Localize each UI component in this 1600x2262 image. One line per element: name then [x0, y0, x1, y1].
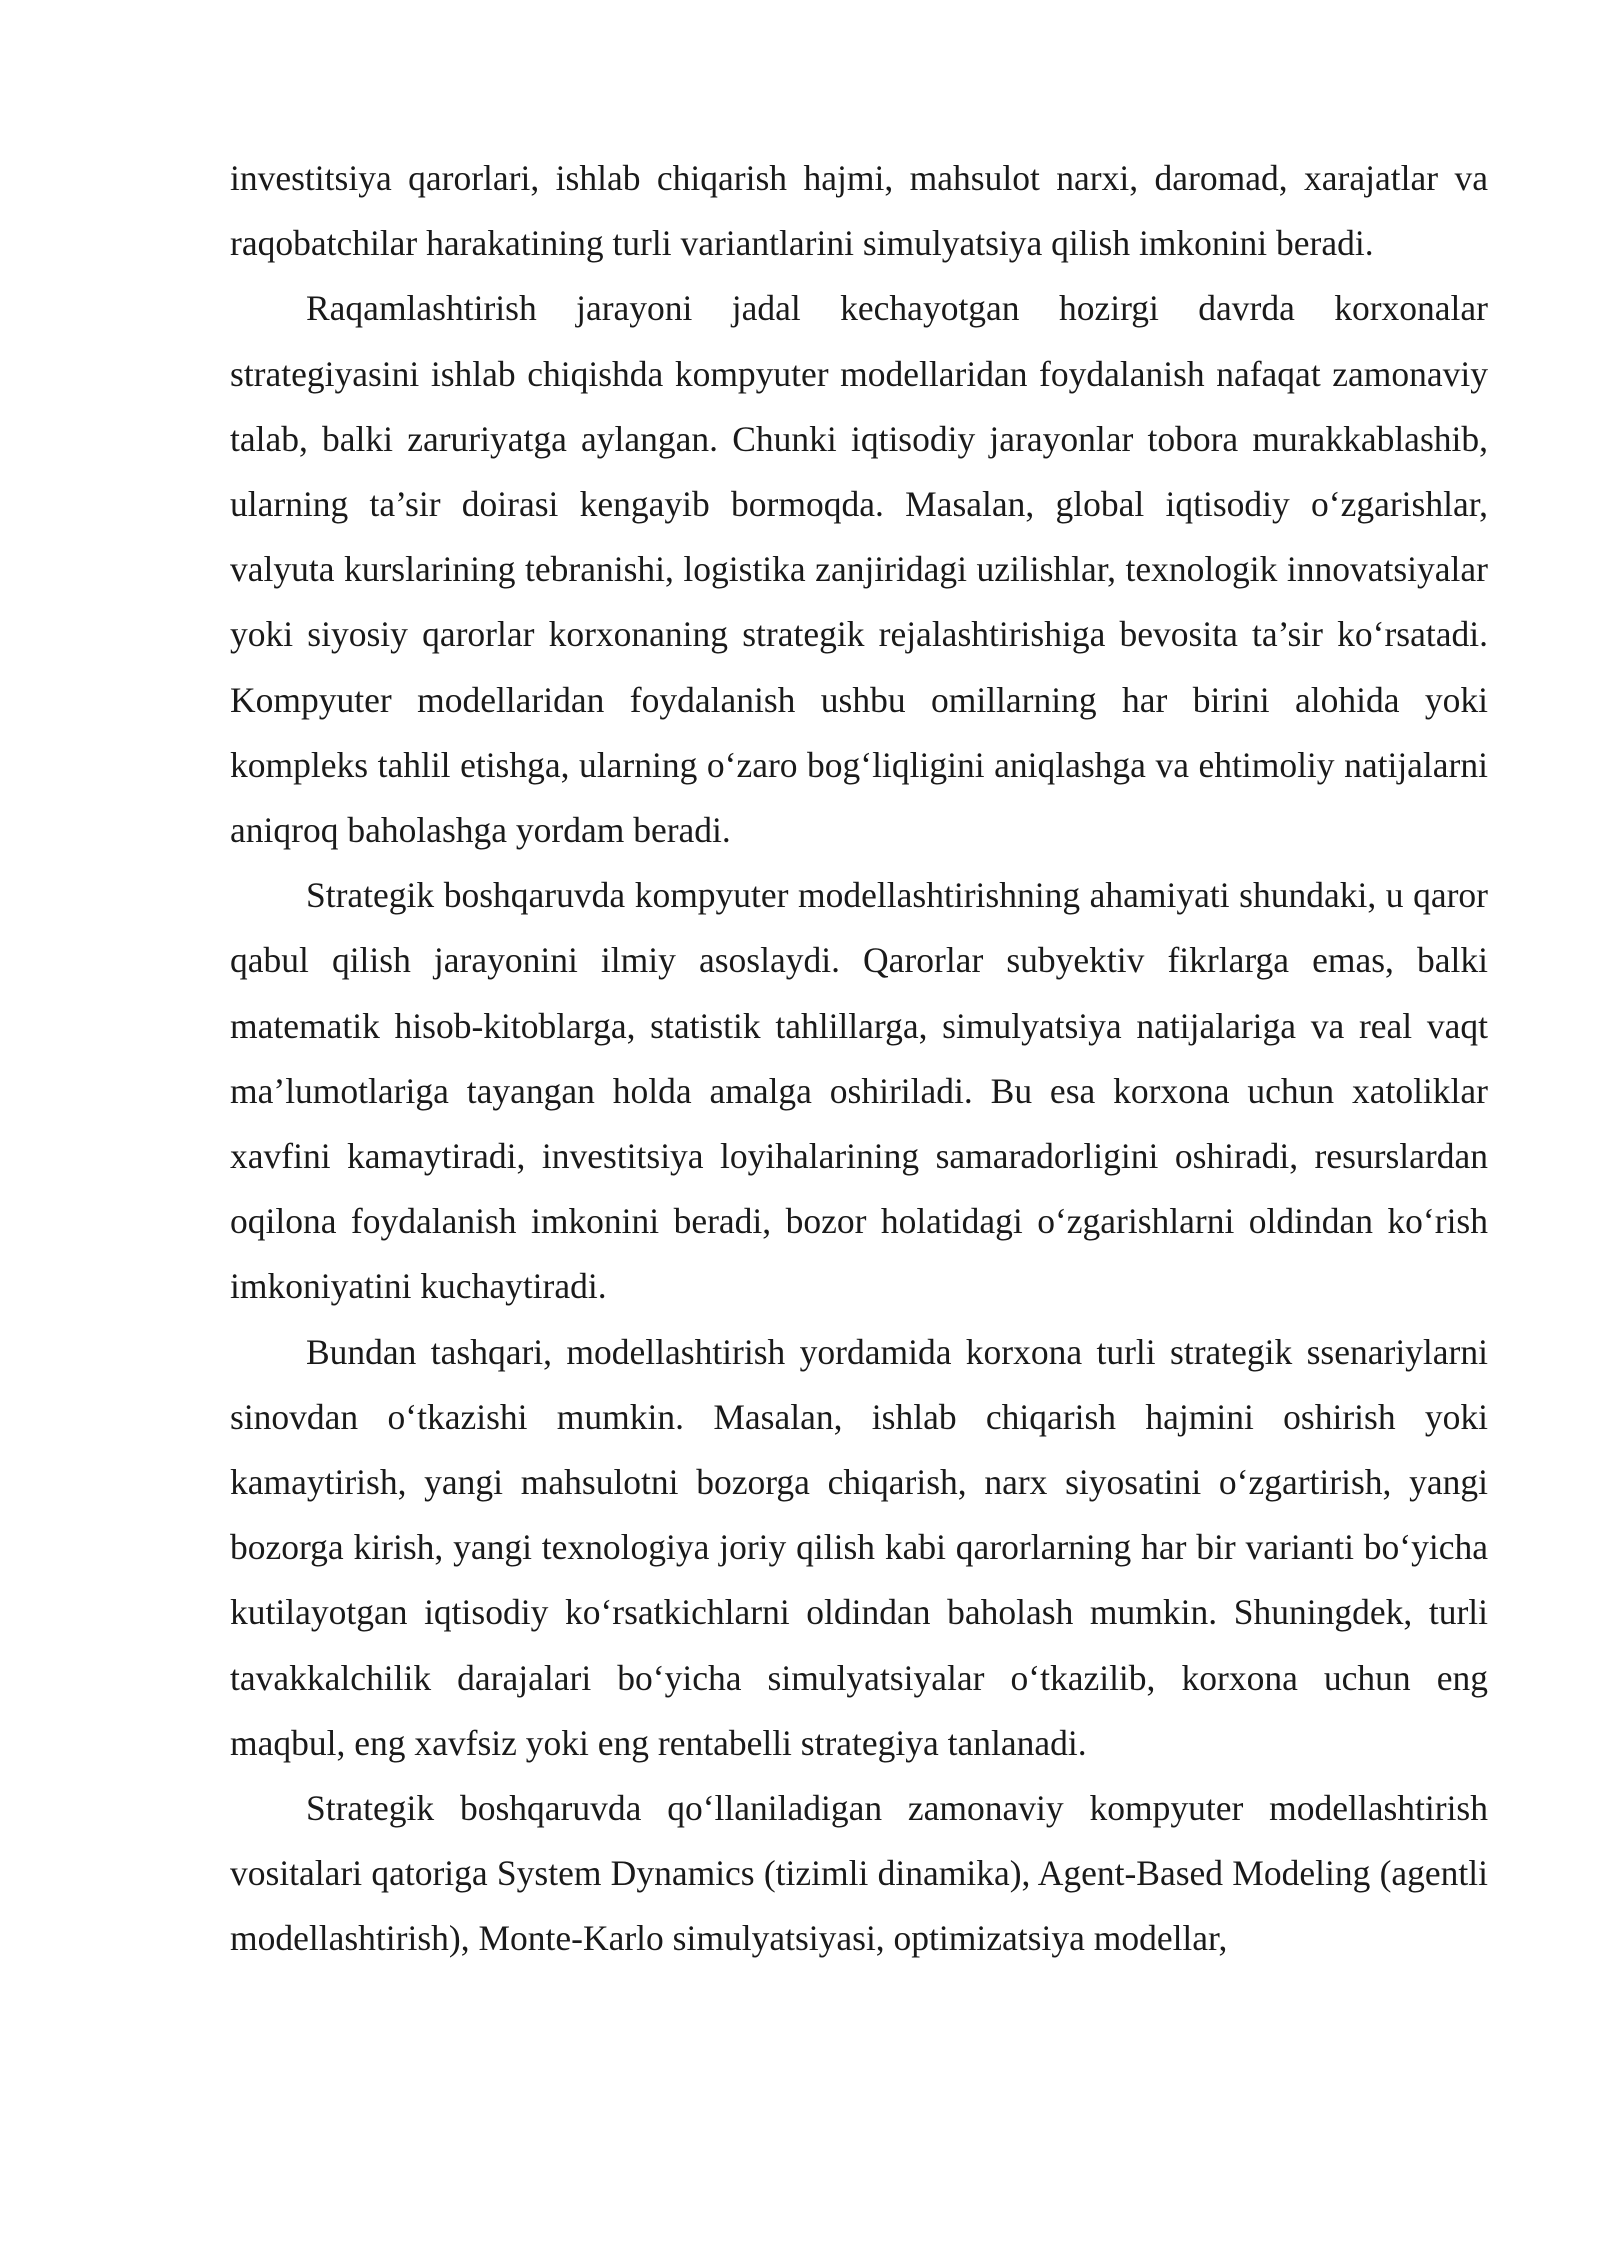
paragraph-continuation: investitsiya qarorlari, ishlab chiqarish hajmi, mahsulot narxi, daromad, xarajatlar va raqobatchilar harakatining turli variantlarini simulyatsiya qilish imkonini beradi. [230, 158, 1488, 264]
paragraph-digitalization: Raqamlashtirish jarayoni jadal kechayotgan hozirgi davrda korxonalar strategiyasini ishlab chiqishda kompyuter modellaridan foydalanish nafaqat zamonaviy talab, balki zaruriyatga aylangan. Chunki iqtisodiy jarayonlar tobora murakkablashib, ularning ta’sir doirasi kengayib bormoqda. Masalan, global iqtisodiy o‘zgarishlar, valyuta kurslarining tebranishi, logistika zanjiridagi uzilishlar, texnologik innovatsiyalar yoki siyosiy qarorlar korxonaning strategik rejalashtirishiga bevosita ta’sir ko‘rsatadi. Kompyuter modellaridan foydalanish ushbu omillarning har birini alohida yoki kompleks tahlil etishga, ularning o‘zaro bog‘liqligini aniqlashga va ehtimoliy natijalarni aniqroq baholashga yordam beradi. [230, 288, 1488, 851]
paragraph-modeling-tools: Strategik boshqaruvda qo‘llaniladigan zamonaviy kompyuter modellashtirish vositalari qatoriga System Dynamics (tizimli dinamika), Agent-Based Modeling (agentli modellashtirish), Monte-Karlo simulyatsiyasi, optimizatsiya modellar, [230, 1788, 1488, 1959]
document-page [230, 146, 1488, 1972]
paragraph-strategic-importance: Strategik boshqaruvda kompyuter modellashtirishning ahamiyati shundaki, u qaror qabul qilish jarayonini ilmiy asoslaydi. Qarorlar subyektiv fikrlarga emas, balki matematik hisob-kitoblarga, statistik tahlillarga, simulyatsiya natijalariga va real vaqt ma’lumotlariga tayangan holda amalga oshiriladi. Bu esa korxona uchun xatoliklar xavfini kamaytiradi, investitsiya loyihalarining samaradorligini oshiradi, resurslardan oqilona foydalanish imkonini beradi, bozor holatidagi o‘zgarishlarni oldindan ko‘rish imkoniyatini kuchaytiradi. [230, 875, 1488, 1307]
paragraph-scenarios: Bundan tashqari, modellashtirish yordamida korxona turli strategik ssenariylarni sinovdan o‘tkazishi mumkin. Masalan, ishlab chiqarish hajmini oshirish yoki kamaytirish, yangi mahsulotni bozorga chiqarish, narx siyosatini o‘zgartirish, yangi bozorga kirish, yangi texnologiya joriy qilish kabi qarorlarning har bir varianti bo‘yicha kutilayotgan iqtisodiy ko‘rsatkichlarni oldindan baholash mumkin. Shuningdek, turli tavakkalchilik darajalari bo‘yicha simulyatsiyalar o‘tkazilib, korxona uchun eng maqbul, eng xavfsiz yoki eng rentabelli strategiya tanlanadi. [230, 1331, 1488, 1763]
